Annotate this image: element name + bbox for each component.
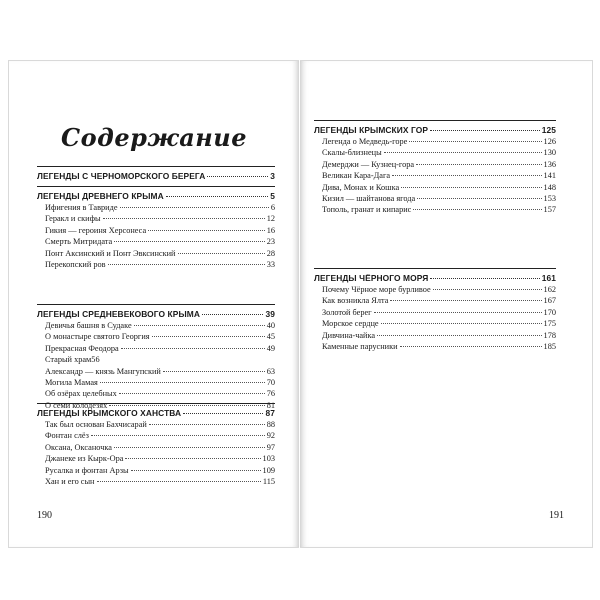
entry-title: Дива, Монах и Кошка (322, 182, 400, 192)
dot-leader (121, 348, 265, 349)
toc-entry (314, 159, 556, 170)
entry-title: Хан и его сын (45, 477, 95, 487)
toc-entry (37, 419, 275, 430)
toc-entry (314, 318, 556, 329)
section-title: ЛЕГЕНДЫ С ЧЕРНОМОРСКОГО БЕРЕГА (37, 171, 206, 181)
entry-page: 28 (266, 248, 275, 258)
dot-leader (131, 470, 261, 471)
entry-title: Оксана, Оксаночка (45, 442, 112, 452)
entry-page: 136 (543, 159, 556, 169)
toc-entry (37, 248, 275, 259)
entry-title: Перекопский ров (45, 260, 106, 270)
toc-entry (37, 202, 275, 213)
entry-page: 40 (266, 321, 275, 330)
entry-page: 178 (543, 330, 556, 340)
dot-leader (430, 278, 539, 279)
entry-title: Александр — князь Мангупский (45, 366, 161, 376)
toc-entry (37, 430, 275, 441)
entry-title: Дивчина-чайка (322, 330, 376, 340)
section-page: 161 (541, 273, 556, 283)
section-rule (37, 186, 275, 187)
entry-title: Так был основан Бахчисарай (45, 420, 147, 429)
entry-title: Как возникла Ялта (322, 296, 389, 306)
section-heading (314, 124, 556, 136)
toc-entry (314, 330, 556, 341)
section-title: ЛЕГЕНДЫ ДРЕВНЕГО КРЫМА (37, 191, 164, 201)
entry-page: 115 (262, 477, 275, 487)
toc-entry (314, 307, 556, 318)
entry-title: Каменные парусники (322, 342, 398, 352)
toc-entry (314, 284, 556, 295)
toc-entry (37, 343, 275, 354)
dot-leader (178, 253, 265, 254)
entry-page: 170 (543, 307, 556, 317)
dot-leader (409, 141, 541, 142)
entry-page: 175 (543, 319, 556, 329)
dot-leader (433, 289, 542, 290)
toc-entry (37, 465, 275, 476)
entry-page: 148 (543, 182, 556, 192)
entry-title: Кизил — шайтанова ягода (322, 194, 416, 204)
toc-section (37, 186, 275, 270)
entry-page: 153 (543, 194, 556, 204)
toc-entry (37, 354, 275, 365)
section-rule (314, 120, 556, 121)
section-heading (314, 272, 556, 284)
dot-leader (120, 207, 269, 208)
toc-entry (314, 295, 556, 306)
entry-page: 16 (266, 225, 275, 235)
right-page (300, 60, 593, 548)
toc-section (37, 166, 275, 182)
entry-page: 6 (270, 203, 275, 212)
toc-entry (37, 331, 275, 342)
entry-title: Старый храм56 (45, 355, 100, 365)
left-page (8, 60, 299, 548)
entry-title: Тополь, гранат и кипарис (322, 205, 412, 215)
entry-title: Русалка и фонтан Арзы (45, 465, 129, 475)
dot-leader (114, 241, 264, 242)
dot-leader (100, 382, 265, 383)
toc-section (37, 403, 275, 487)
entry-page: 109 (262, 465, 275, 475)
entry-page: 103 (262, 454, 275, 464)
dot-leader (416, 164, 541, 165)
dot-leader (374, 312, 542, 313)
toc-entry (37, 259, 275, 270)
entry-page: 45 (266, 332, 275, 342)
section-rule (37, 304, 275, 305)
toc-entry (37, 320, 275, 331)
entry-title: Могила Мамая (45, 378, 98, 388)
section-title: ЛЕГЕНДЫ СРЕДНЕВЕКОВОГО КРЫМА (37, 309, 200, 319)
dot-leader (108, 264, 265, 265)
dot-leader (183, 413, 263, 414)
entry-page: 130 (543, 148, 556, 158)
entry-page: 162 (543, 285, 556, 294)
entry-page: 12 (266, 214, 275, 224)
entry-title: Золотой берег (322, 307, 372, 317)
section-page: 3 (270, 171, 275, 181)
entry-title: Гикия — героиня Херсонеса (45, 225, 147, 235)
dot-leader (401, 187, 541, 188)
toc-entry (314, 170, 556, 181)
toc-entry (37, 225, 275, 236)
dot-leader (97, 481, 261, 482)
dot-leader (114, 447, 265, 448)
toc-entry (314, 136, 556, 147)
dot-leader (417, 198, 541, 199)
dot-leader (91, 435, 265, 436)
dot-leader (166, 196, 268, 197)
entry-title: Джанеке из Кырк-Ора (45, 454, 124, 464)
dot-leader (152, 336, 265, 337)
entry-title: Морское сердце (322, 319, 379, 329)
dot-leader (381, 323, 542, 324)
entry-page: 70 (266, 378, 275, 388)
entry-title: Демерджи — Кузнец-гора (322, 159, 415, 169)
toc-entry (37, 388, 275, 399)
dot-leader (392, 175, 542, 176)
dot-leader (202, 314, 264, 315)
entry-title: Великан Кара-Дага (322, 171, 391, 181)
toc-entry (37, 442, 275, 453)
toc-entry (314, 147, 556, 158)
toc-entry (37, 476, 275, 487)
entry-title: Фонтан слёз (45, 431, 89, 441)
toc-entry (37, 213, 275, 224)
entry-title: Девичья башня в Судаке (45, 321, 132, 330)
section-title: ЛЕГЕНДЫ КРЫМСКОГО ХАНСТВА (37, 408, 182, 418)
toc-entry (37, 377, 275, 388)
page-number-left: 190 (37, 510, 52, 521)
entry-page: 81 (266, 400, 275, 410)
page-title: Содержание (61, 123, 247, 152)
dot-leader (413, 209, 541, 210)
toc-entry (37, 366, 275, 377)
entry-page: 88 (266, 420, 275, 429)
dot-leader (148, 230, 265, 231)
toc-entry (37, 236, 275, 247)
toc-section (314, 268, 556, 352)
section-page: 125 (541, 125, 556, 135)
entry-page: 92 (266, 431, 275, 441)
dot-leader (134, 325, 265, 326)
dot-leader (430, 130, 540, 131)
entry-title: Прекрасная Феодора (45, 343, 119, 353)
dot-leader (207, 176, 268, 177)
section-heading (37, 170, 275, 182)
dot-leader (163, 371, 265, 372)
entry-title: Понт Аксинский и Понт Эвксинский (45, 248, 176, 258)
entry-page: 141 (543, 171, 556, 181)
entry-title: О монастыре святого Георгия (45, 332, 150, 342)
entry-page: 167 (543, 296, 556, 306)
entry-title: О семи колодезях (45, 400, 108, 410)
entry-page: 49 (266, 343, 275, 353)
section-page: 39 (265, 309, 275, 319)
toc-entry (314, 341, 556, 352)
dot-leader (390, 300, 541, 301)
section-rule (314, 268, 556, 269)
toc-entry (314, 204, 556, 215)
section-heading (37, 190, 275, 202)
section-title: ЛЕГЕНДЫ КРЫМСКИХ ГОР (314, 125, 429, 135)
page-number-right: 191 (549, 510, 564, 521)
section-rule (37, 166, 275, 167)
toc-entry (314, 193, 556, 204)
dot-leader (125, 458, 260, 459)
dot-leader (377, 335, 541, 336)
section-heading (37, 308, 275, 320)
entry-page: 97 (266, 442, 275, 452)
entry-title: Об озёрах целебных (45, 389, 117, 399)
section-page: 5 (270, 191, 275, 201)
dot-leader (119, 393, 265, 394)
dot-leader (103, 218, 265, 219)
dot-leader (384, 152, 542, 153)
entry-page: 33 (266, 260, 275, 270)
dot-leader (149, 424, 265, 425)
entry-page: 185 (543, 342, 556, 352)
entry-page: 63 (266, 366, 275, 376)
toc-section (314, 120, 556, 216)
entry-title: Ифигения в Тавриде (45, 203, 118, 212)
section-title: ЛЕГЕНДЫ ЧЁРНОГО МОРЯ (314, 273, 429, 283)
entry-title: Геракл и скифы (45, 214, 101, 224)
entry-title: Легенда о Медведь-горе (322, 137, 408, 146)
entry-page: 157 (543, 205, 556, 215)
section-heading (37, 407, 275, 419)
section-page: 87 (265, 408, 275, 418)
entry-page: 23 (266, 237, 275, 247)
entry-page: 126 (543, 137, 556, 146)
entry-title: Почему Чёрное море бурливое (322, 285, 431, 294)
toc-entry (314, 182, 556, 193)
entry-page: 76 (266, 389, 275, 399)
section-rule (37, 403, 275, 404)
entry-title: Смерть Митридата (45, 237, 113, 247)
toc-section (37, 304, 275, 411)
dot-leader (400, 346, 542, 347)
entry-title: Скалы-близнецы (322, 148, 382, 158)
toc-entry (37, 453, 275, 464)
